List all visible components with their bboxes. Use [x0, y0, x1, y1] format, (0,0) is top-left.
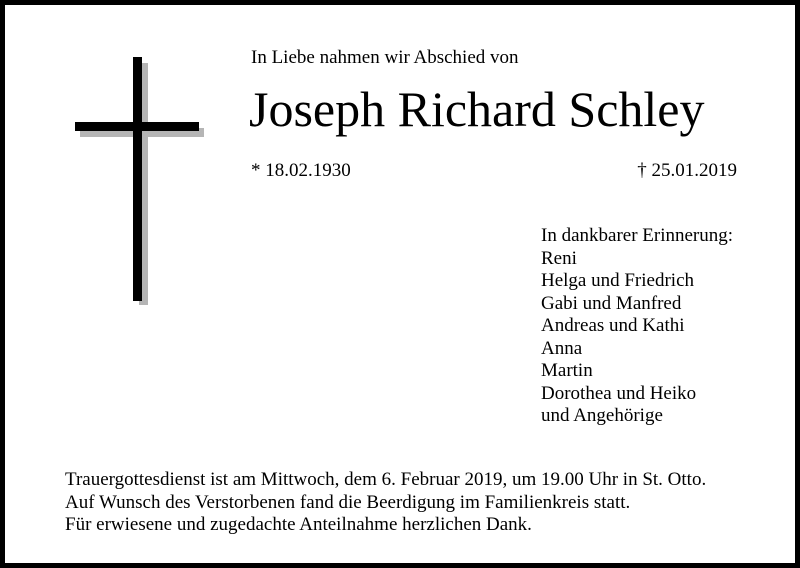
notice-line: Trauergottesdienst ist am Mittwoch, dem 6. Februar 2019, um 19.00 Uhr in St. Otto. [65, 469, 707, 490]
cross-horizontal-beam [75, 122, 199, 131]
cross-vertical-beam [133, 57, 142, 301]
mourner-name: und Angehörige [541, 405, 663, 426]
mourner-name: Anna [541, 337, 583, 359]
mourner-name: Helga und Friedrich [541, 270, 695, 291]
deceased-name: Joseph Richard Schley [249, 81, 705, 137]
notice-line: Auf Wunsch des Verstorbenen fand die Beerdigung im Familienkreis statt. [65, 491, 631, 513]
mourner-name: Gabi und Manfred [541, 292, 682, 314]
mourner-name: Martin [541, 360, 593, 381]
notice-line: Für erwiesene und zugedachte Anteilnahme herzlichen Dank. [65, 514, 532, 535]
cross-icon [71, 55, 211, 315]
mourner-name: Dorothea und Heiko [541, 382, 697, 404]
service-notice [65, 469, 706, 537]
birth-date: * 18.02.1930 [251, 160, 351, 181]
intro-text: In Liebe nahmen wir Abschied von [251, 47, 519, 68]
mourners-heading: In dankbarer Erinnerung: [541, 225, 734, 246]
mourners-list [541, 225, 733, 428]
mourner-name: Reni [541, 247, 577, 269]
mourner-name: Andreas und Kathi [541, 315, 685, 336]
death-date: † 25.01.2019 [637, 160, 737, 181]
